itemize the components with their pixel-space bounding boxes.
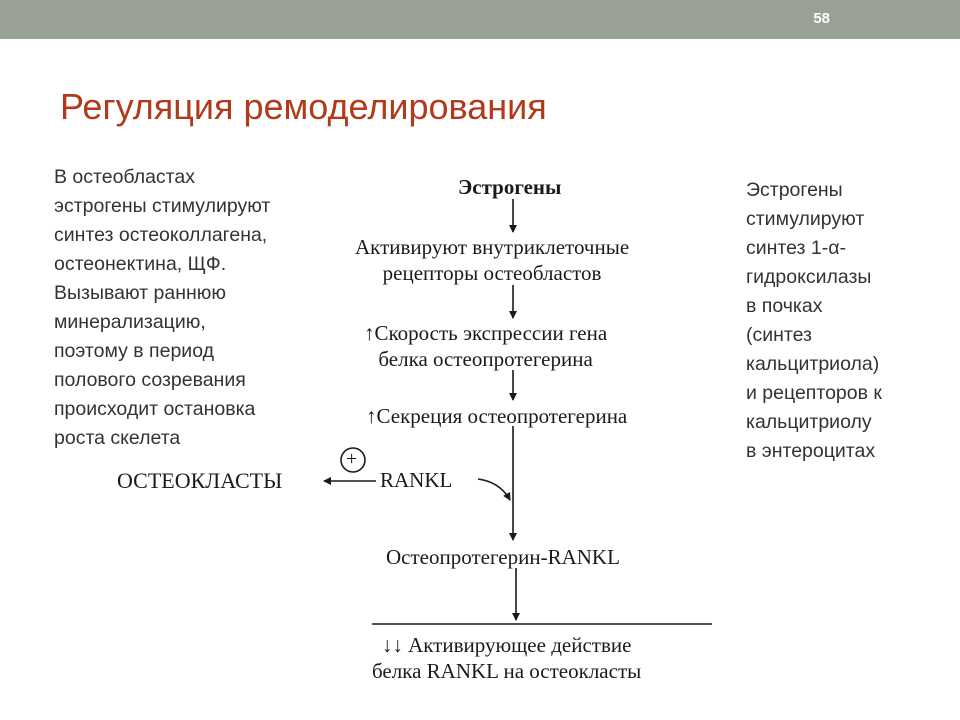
node-estrogens: Эстрогены <box>458 175 562 199</box>
node-expression: ↑Скорость экспрессии гена белка остеопротегерина <box>364 321 608 371</box>
node-rankl: RANKL <box>380 468 453 492</box>
node-secretion: ↑Секреция остеопротегерина <box>366 404 628 428</box>
left-text-block: В остеобластах эстрогены стимулируют синтез остеоколлагена, остеонектина, ЩФ. Вызывают раннюю минерализацию, поэтому в период полового созревания происходит остановка роста скелета <box>54 166 271 449</box>
node-osteoclasts: ОСТЕОКЛАСТЫ <box>117 468 283 493</box>
slide-number: 58 <box>813 10 830 27</box>
slide-title: Регуляция ремоделирования <box>60 86 547 127</box>
node-opg-rankl: Остеопротегерин-RANKL <box>386 545 620 569</box>
node-result: ↓↓ Активирующее действие белка RANKL на остеокласты <box>372 633 642 683</box>
node-receptors: Активируют внутриклеточные рецепторы остеобластов <box>355 235 630 285</box>
plus-sign: + <box>346 448 358 470</box>
right-text-block: Эстрогены стимулируют синтез 1-α- гидроксилазы в почках (синтез кальцитриола) и рецепторов к кальцитриолу в энтероцитах <box>746 179 882 462</box>
arrow-rankl-curve <box>478 479 510 500</box>
